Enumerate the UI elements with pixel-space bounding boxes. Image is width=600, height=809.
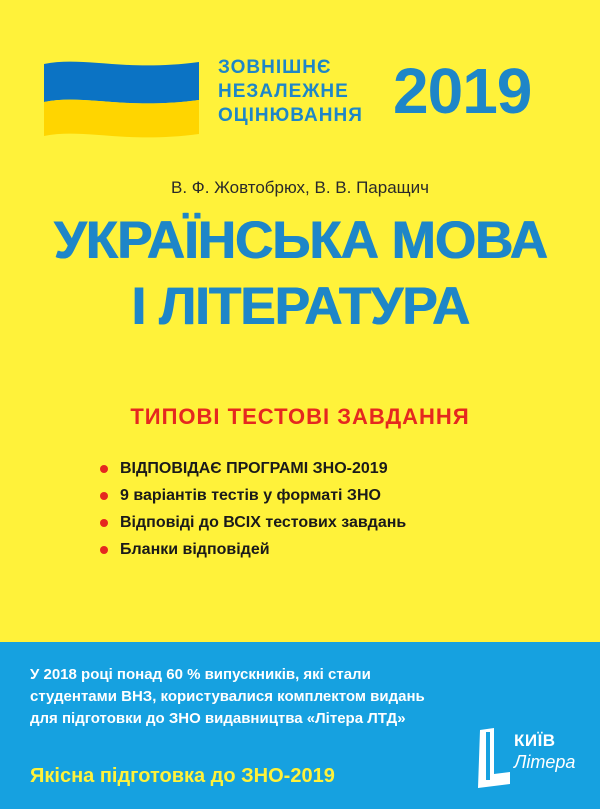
promo-line: студентами ВНЗ, користувалися комплектом видань <box>30 688 425 705</box>
title-line: УКРАЇНСЬКА МОВА <box>53 211 547 270</box>
feature-item <box>100 509 520 536</box>
bullet-icon <box>100 519 108 527</box>
year-label: 2019 <box>393 55 532 127</box>
logo-name: Літера <box>514 752 576 772</box>
feature-text: 9 варіантів тестів у форматі ЗНО <box>120 486 381 504</box>
book-subtitle: ТИПОВІ ТЕСТОВІ ЗАВДАННЯ <box>130 404 470 429</box>
slogan: Якісна підготовка до ЗНО-2019 <box>30 765 335 787</box>
feature-item <box>100 536 520 563</box>
feature-text: Відповіді до ВСІХ тестових завдань <box>120 513 407 531</box>
promo-line: для підготовки до ЗНО видавництва «Літера ЛТД» <box>30 710 406 727</box>
zno-line: ОЦІНЮВАННЯ <box>218 105 363 126</box>
authors: В. Ф. Жовтобрюх, В. В. Паращич <box>170 178 429 197</box>
bullet-icon <box>100 546 108 554</box>
bullet-icon <box>100 465 108 473</box>
logo-city: КИЇВ <box>514 731 556 750</box>
promo-line: У 2018 році понад 60 % випускників, які стали <box>30 666 371 683</box>
book-title <box>0 208 600 340</box>
feature-text: Бланки відповідей <box>120 540 270 558</box>
zno-label <box>218 56 378 128</box>
feature-item <box>100 482 520 509</box>
feature-text: ВІДПОВІДАЄ ПРОГРАМІ ЗНО-2019 <box>120 459 388 477</box>
promo-panel <box>0 642 600 809</box>
zno-line: НЕЗАЛЕЖНЕ <box>218 81 349 102</box>
bullet-icon <box>100 492 108 500</box>
feature-list <box>100 455 520 563</box>
zno-line: ЗОВНІШНЄ <box>218 57 332 78</box>
promo-text <box>30 664 470 730</box>
feature-item <box>100 455 520 482</box>
title-line: І ЛІТЕРАТУРА <box>131 277 469 336</box>
ukraine-flag-icon <box>44 58 199 138</box>
publisher-logo <box>474 722 584 792</box>
